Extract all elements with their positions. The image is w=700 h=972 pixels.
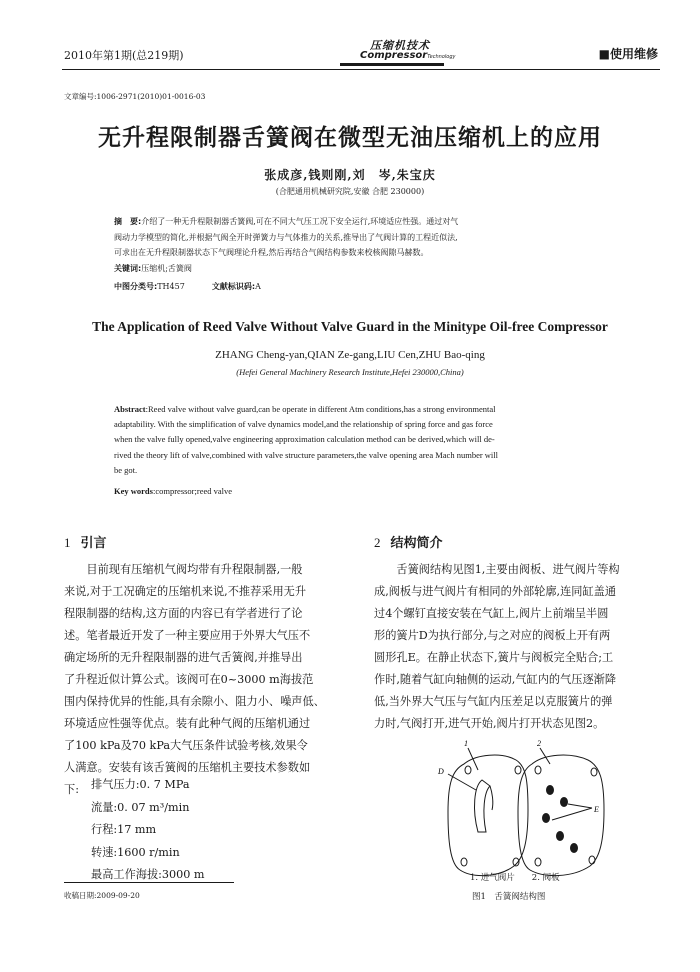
body-line: 下: <box>64 783 79 796</box>
parameter-item: 排气压力:0. 7 MPa <box>91 778 190 791</box>
parameter-item: 转速:1600 r/min <box>91 845 180 859</box>
body-line: 程限制器的结构,这方面的内容已有学者进行了论 <box>64 607 303 620</box>
body-line: 了升程近似计算公式。该阀可在0~3000 m海拔范 <box>64 673 314 686</box>
body-line: 围内保持优异的性能,具有余隙小、阻力小、噪声低、 <box>64 695 325 708</box>
valve-plate <box>518 755 604 876</box>
footnote-rule <box>64 882 234 883</box>
abstract-cn-label: 摘 要: <box>114 217 142 226</box>
article-number: 文章编号:1006-2971(2010)01-0016-03 <box>64 92 206 101</box>
figure-1 <box>420 740 620 888</box>
affiliation-en: (Hefei General Machinery Research Institute,Hefei 230000,China) <box>236 367 464 377</box>
abstract-en-line: be got. <box>114 464 138 475</box>
section-1-heading <box>64 532 107 551</box>
keywords-cn-label: 关键词: <box>114 264 142 273</box>
figure-label-e: E <box>594 805 599 814</box>
section-2-number: 2 <box>374 535 381 550</box>
keywords-en-label: Key words <box>114 486 153 496</box>
body-line: 目前现有压缩机气阀均带有升程限制器,一般 <box>64 563 303 576</box>
abstract-en-line: :Reed valve without valve guard,can be operate in different Atm conditions,has a strong environmental <box>145 404 496 414</box>
title-en: The Application of Reed Valve Without Valve Guard in the Minitype Oil-free Compressor <box>92 319 608 334</box>
abstract-cn-line: 介绍了一种无升程限制器舌簧阀,可在不同大气压工况下安全运行,环境适应性强。通过对气 <box>141 217 459 226</box>
parameter-item: 行程:17 mm <box>91 823 157 836</box>
keywords-en-text: :compressor;reed valve <box>152 486 233 496</box>
abstract-en <box>114 402 610 478</box>
authors-cn: 张成彦,钱则刚,刘 岑,朱宝庆 <box>264 168 436 182</box>
body-line: 环境适应性强等优点。装有此种气阀的压缩机通过 <box>64 717 311 730</box>
header-rule <box>62 69 660 70</box>
body-line: 述。笔者最近开发了一种主要应用于外界大气压不 <box>64 629 311 642</box>
logo-en-main: Compressor <box>360 50 428 61</box>
body-line: 人满意。安装有该舌簧阀的压缩机主要技术参数如 <box>64 761 311 774</box>
section-1-number: 1 <box>64 535 71 550</box>
section-1-title: 引言 <box>80 536 107 551</box>
section-2-heading <box>374 532 443 551</box>
reed-tongue-d <box>475 780 490 832</box>
issue-info: 2010年第1期(总219期) <box>64 49 184 62</box>
affiliation-cn: (合肥通用机械研究院,安徽 合肥 230000) <box>275 187 425 196</box>
abstract-en-line: rived the theory lift of valve,combined with valve structure parameters,the valve opening area Mach number will <box>114 449 499 460</box>
body-line: 了100 kPa及70 kPa大气压条件试验考核,效果令 <box>64 739 308 752</box>
abstract-cn <box>114 214 612 261</box>
section-2-title: 结构简介 <box>390 536 443 551</box>
logo-en-small: Technology <box>427 54 456 60</box>
abstract-en-line: when the valve fully opened,valve engineering approximation calculation method can be derived,which will de- <box>114 434 495 445</box>
figure-legend: 1. 进气阀片 2. 阀板 <box>470 873 560 883</box>
logo-cn: 压缩机技术 <box>370 39 430 52</box>
abstract-en-line: adaptability. With the simplification of valve dynamics model,and the relationship of spring force and gas force <box>114 419 493 430</box>
title-cn: 无升程限制器舌簧阀在微型无油压缩机上的应用 <box>98 124 602 151</box>
abstract-en-label: Abstract <box>114 404 146 414</box>
body-line: 作时,随着气缸向轴侧的运动,气缸内的气压逐渐降 <box>374 673 617 686</box>
abstract-cn-line: 可求出在无升程限制器状态下气阀理论升程,然后再结合气阀结构参数来校核阀隙马赫数。 <box>114 248 429 257</box>
keywords-cn-text: 压缩机;舌簧阀 <box>141 264 192 273</box>
received-date: 收稿日期:2009-09-20 <box>64 891 140 900</box>
body-line: 来说,对于工况确定的压缩机来说,不推荐采用无升 <box>64 585 307 598</box>
clc-label: 中图分类号: <box>114 282 158 291</box>
body-line: 形的簧片D为执行部分,与之对应的阀板上开有两 <box>374 629 611 642</box>
parameter-list <box>91 774 205 887</box>
body-line: 力时,气阀打开,进气开始,阀片打开状态见图2。 <box>374 717 605 730</box>
intake-reed-plate <box>448 755 528 876</box>
body-line: 确定场所的无升程限制器的进气舌簧阀,并推导出 <box>64 651 303 664</box>
body-line: 低,当外界大气压与气缸内压差足以克服簧片的弹 <box>374 695 613 708</box>
classification <box>114 281 261 292</box>
figure-caption: 图1 舌簧阀结构图 <box>472 892 546 902</box>
body-line: 过4个螺钉直接安装在气缸上,阀片上前端呈半圆 <box>374 607 609 620</box>
body-line: 舌簧阀结构见图1,主要由阀板、进气阀片等构 <box>374 563 620 576</box>
body-line: 圆形孔E。在静止状态下,簧片与阀板完全贴合;工 <box>374 651 614 664</box>
abstract-cn-line: 阀动力学模型的简化,并根据气阀全开时弹簧力与气体推力的关系,推导出了气阀计算的工程近似法, <box>114 232 458 242</box>
parameter-item: 流量:0. 07 m³/min <box>91 800 190 814</box>
clc-code: TH457 <box>157 282 185 291</box>
section-label: ■使用维修 <box>598 47 658 61</box>
logo-en <box>360 50 455 61</box>
figure-label-1: 1 <box>464 740 468 748</box>
keywords-en <box>114 486 232 496</box>
doc-code: A <box>255 282 261 291</box>
figure-label-d: D <box>438 767 444 776</box>
journal-logo <box>340 38 456 68</box>
body-line: 成,阀板与进气阀片有相同的外部轮廓,连同缸盖通 <box>374 585 617 598</box>
keywords-cn <box>114 263 192 274</box>
figure-label-2: 2 <box>537 740 541 748</box>
parameter-item: 最高工作海拔:3000 m <box>91 868 205 881</box>
doc-code-label: 文献标识码: <box>211 282 256 291</box>
section-1-body <box>64 559 325 801</box>
authors-en: ZHANG Cheng-yan,QIAN Ze-gang,LIU Cen,ZHU Bao-qing <box>215 349 485 361</box>
section-2-body <box>374 559 620 735</box>
logo-bar <box>340 63 444 66</box>
